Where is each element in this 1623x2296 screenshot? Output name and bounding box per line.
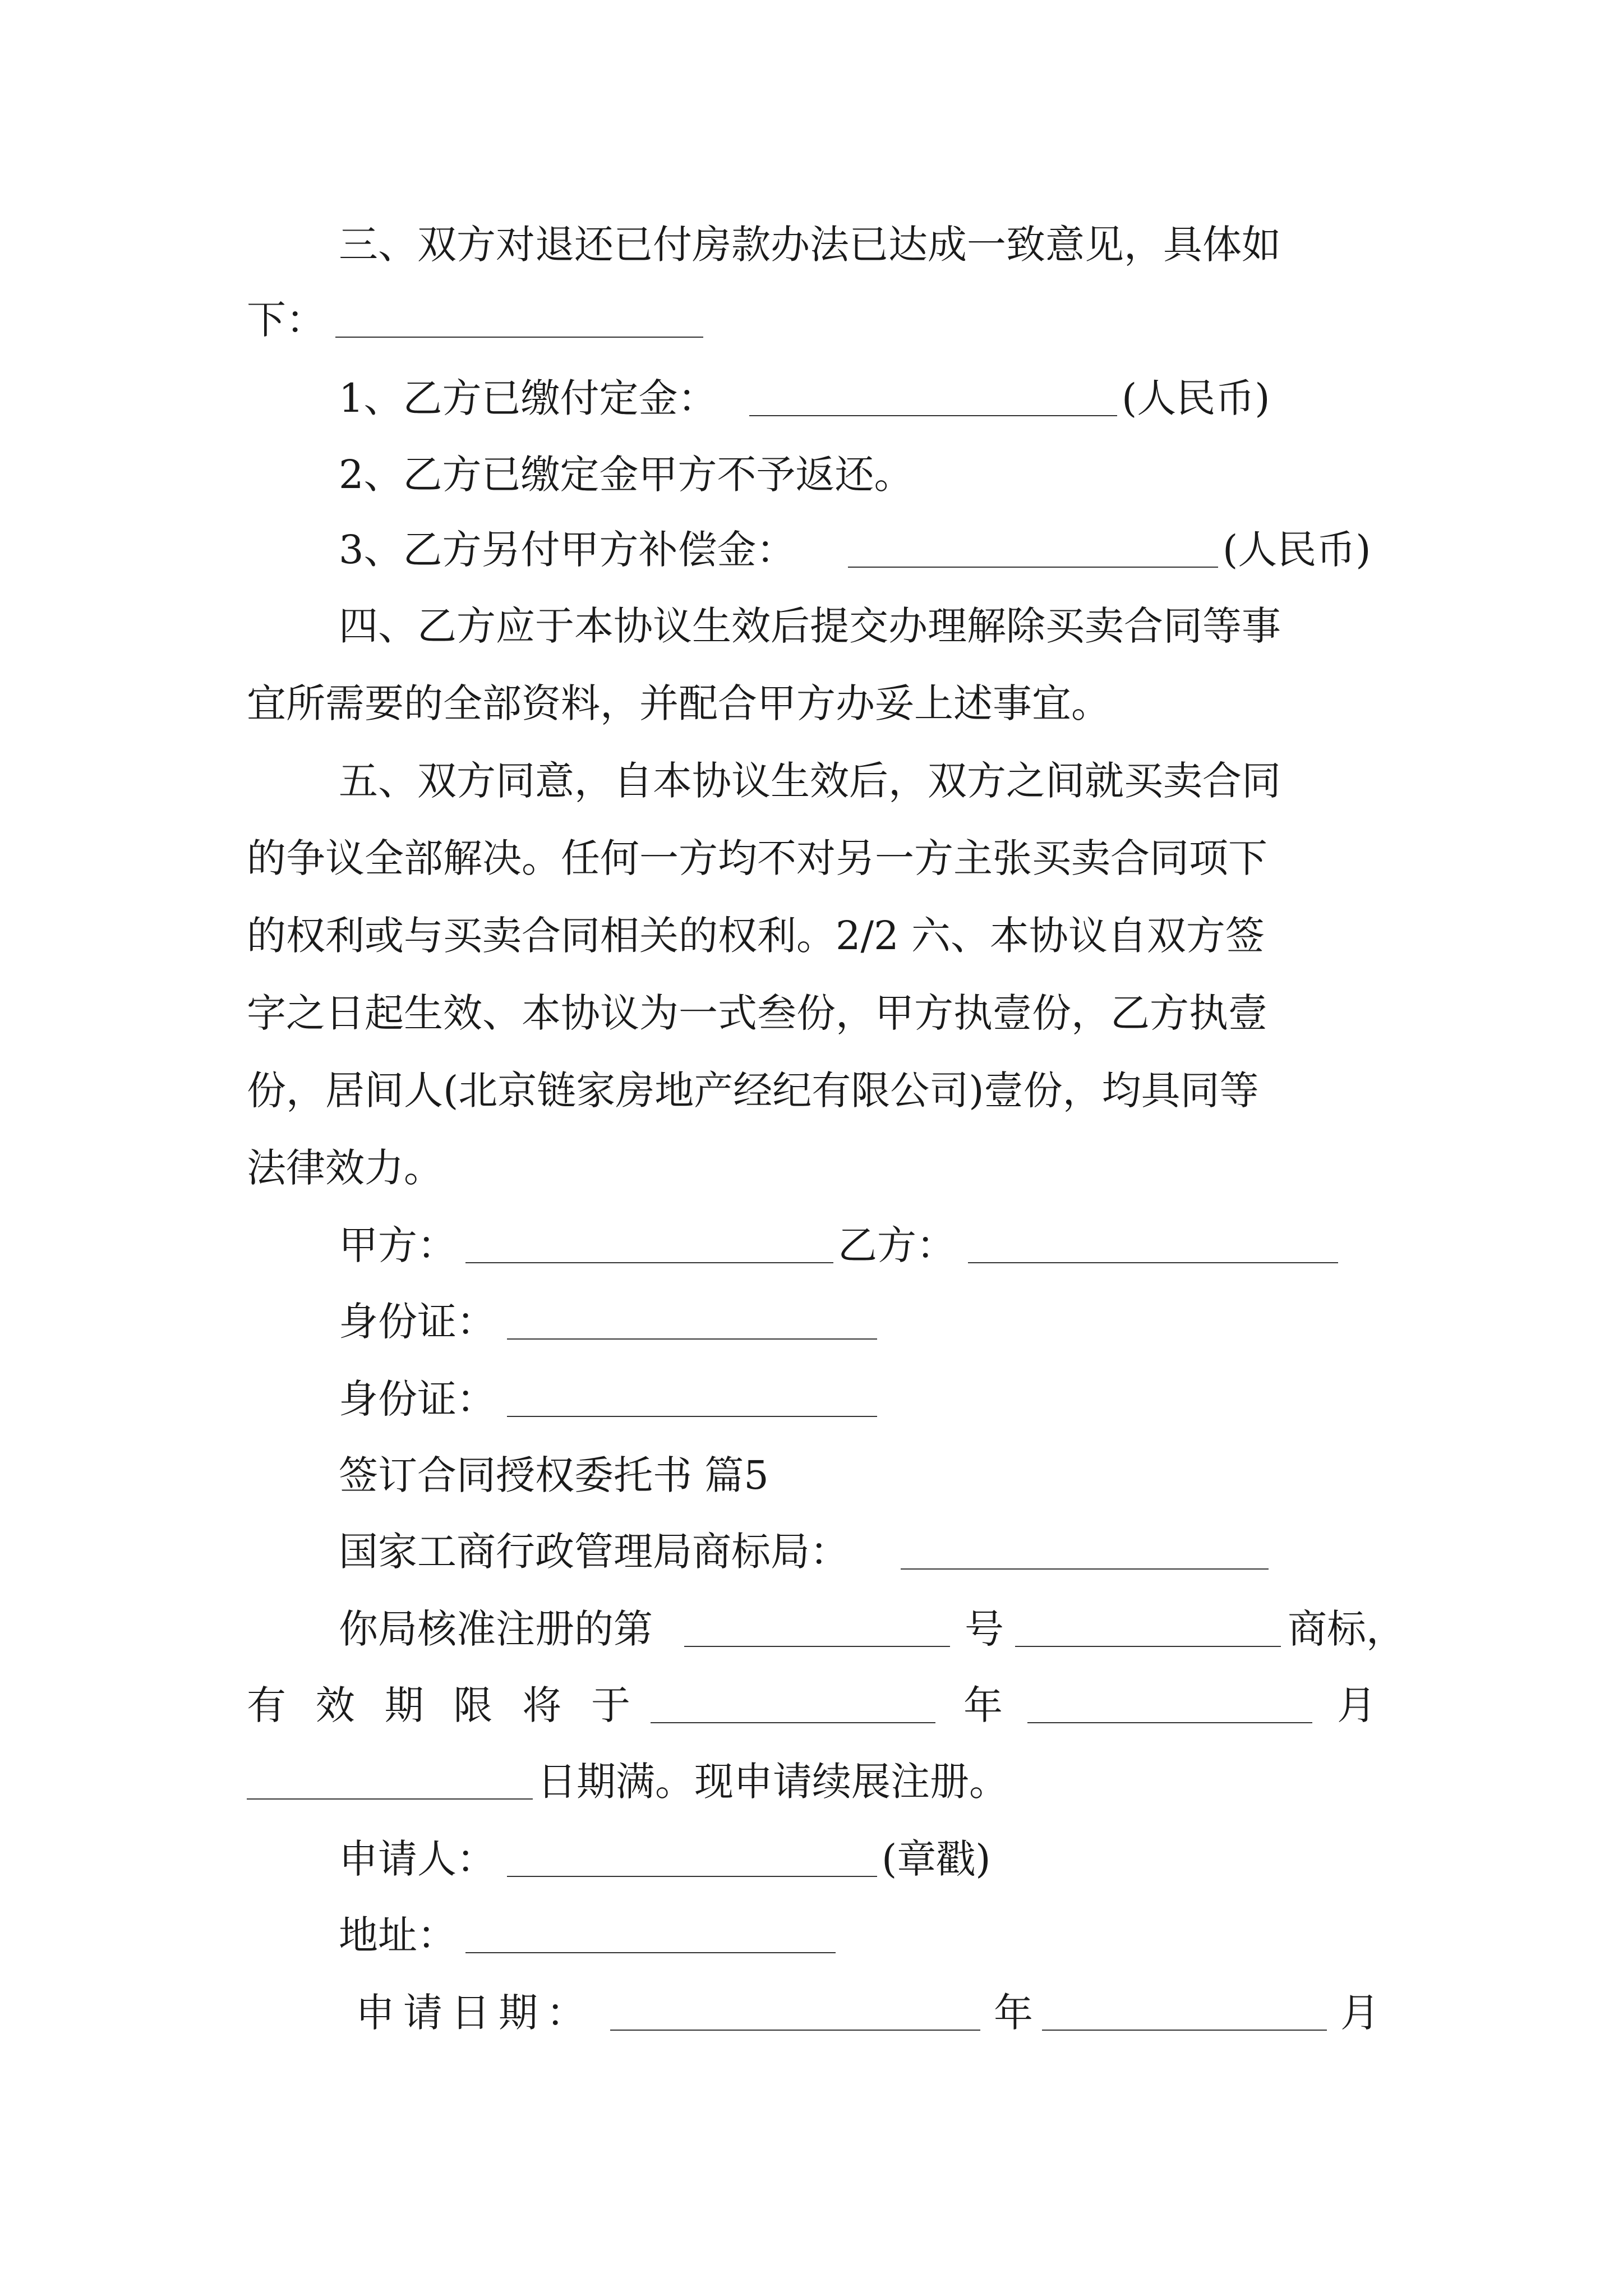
id-card-row-1 [0, 1282, 1623, 1361]
paragraph-5-text-6: 法律效力。 [247, 1145, 443, 1191]
renewal-day-text: 日期满。现申请续展注册。 [537, 1759, 1008, 1805]
item-1 [0, 359, 1623, 438]
party-a-blank[interactable] [465, 1206, 833, 1263]
applicant-row [0, 1820, 1623, 1898]
blank-line[interactable] [335, 280, 703, 338]
item-2 [0, 435, 1623, 514]
item-1-text: 1、乙方已缴付定金： [339, 375, 717, 421]
validity-char: 期 [384, 1682, 424, 1728]
address-label: 地址： [339, 1912, 457, 1958]
address-blank[interactable] [465, 1896, 836, 1953]
registration-number-blank[interactable] [684, 1590, 950, 1647]
renewal-line-1 [0, 1590, 1623, 1668]
paragraph-3-line-1 [0, 205, 1623, 284]
paragraph-5-text-4: 字之日起生效、本协议为一式叁份，甲方执壹份，乙方执壹 [247, 990, 1267, 1036]
expiry-month-label: 月 [1337, 1682, 1376, 1728]
applicant-seal: (章戳) [882, 1836, 991, 1882]
renewal-prefix: 你局核准注册的第 [339, 1606, 653, 1652]
renewal-line-3 [0, 1742, 1623, 1821]
paragraph-5-line-3 [0, 896, 1623, 975]
paragraph-4-line-2 [0, 664, 1623, 743]
validity-char: 效 [315, 1682, 355, 1728]
date-label-char: 请 [403, 1990, 442, 2036]
date-label-char: ： [546, 1990, 585, 2036]
date-label-char: 日 [451, 1990, 490, 2036]
paragraph-4-text-2: 宜所需要的全部资料，并配合甲方办妥上述事宜。 [247, 680, 1110, 726]
item-1-currency: (人民币) [1122, 375, 1270, 421]
party-b-blank[interactable] [968, 1206, 1338, 1263]
id-card-blank-2[interactable] [507, 1360, 877, 1417]
item-2-text: 2、乙方已缴定金甲方不予返还。 [339, 452, 914, 498]
renewal-line-2 [0, 1666, 1623, 1745]
paragraph-5-text-2: 的争议全部解决。任何一方均不对另一方主张买卖合同项下 [247, 835, 1267, 881]
validity-char: 将 [522, 1682, 562, 1728]
deposit-amount-blank[interactable] [749, 359, 1117, 416]
paragraph-3-text-2: 下： [247, 297, 325, 343]
paragraph-5-line-4 [0, 974, 1623, 1052]
paragraph-5-line-6 [0, 1129, 1623, 1207]
application-month-label: 月 [1340, 1990, 1380, 2036]
id-card-label-1: 身份证： [339, 1299, 496, 1345]
paragraph-3-text-1: 三、双方对退还已付房款办法已达成一致意见，具体如 [339, 222, 1281, 268]
party-a-label: 甲方： [339, 1222, 457, 1268]
paragraph-5-line-1 [0, 742, 1623, 820]
paragraph-5-line-5 [0, 1051, 1623, 1130]
id-card-label-2: 身份证： [339, 1376, 496, 1422]
date-label-char: 期 [499, 1990, 538, 2036]
application-month-blank[interactable] [1042, 1973, 1327, 2031]
compensation-amount-blank[interactable] [848, 510, 1218, 568]
id-card-row-2 [0, 1360, 1623, 1438]
paragraph-4-text-1: 四、乙方应于本协议生效后提交办理解除买卖合同等事 [339, 603, 1281, 649]
id-card-blank-1[interactable] [507, 1282, 877, 1340]
authority-blank[interactable] [901, 1512, 1269, 1570]
expiry-month-blank[interactable] [1027, 1666, 1312, 1723]
section-title-row [0, 1436, 1623, 1515]
paragraph-4-line-1 [0, 587, 1623, 665]
renewal-trademark: 商标， [1288, 1606, 1405, 1652]
application-year-blank[interactable] [610, 1973, 980, 2031]
expiry-year-blank[interactable] [651, 1666, 935, 1723]
expiry-day-blank[interactable] [247, 1742, 533, 1800]
application-year-label: 年 [994, 1990, 1033, 2036]
application-date-row [0, 1973, 1623, 2052]
paragraph-5-text-3: 的权利或与买卖合同相关的权利。2/2 六、本协议自双方签 [247, 913, 1265, 959]
paragraph-3-line-2 [0, 280, 1623, 359]
paragraph-5-line-2 [0, 819, 1623, 898]
authority-label: 国家工商行政管理局商标局： [339, 1529, 849, 1575]
section-title: 签订合同授权委托书 篇5 [339, 1452, 769, 1498]
validity-char: 有 [247, 1682, 286, 1728]
application-date-label [356, 1973, 585, 2052]
applicant-label: 申请人： [339, 1836, 496, 1882]
validity-char: 限 [453, 1682, 493, 1728]
authority-row [0, 1512, 1623, 1591]
signature-row [0, 1206, 1623, 1285]
paragraph-5-text-5: 份，居间人(北京链家房地产经纪有限公司)壹份，均具同等 [247, 1068, 1259, 1114]
trademark-name-blank[interactable] [1015, 1590, 1281, 1647]
item-3-currency: (人民币) [1223, 527, 1371, 573]
address-row [0, 1896, 1623, 1975]
item-3-text: 3、乙方另付甲方补偿金： [339, 527, 796, 573]
date-label-char: 申 [356, 1990, 395, 2036]
applicant-blank[interactable] [507, 1820, 877, 1877]
renewal-number-suffix: 号 [965, 1606, 1004, 1652]
validity-char: 于 [591, 1682, 630, 1728]
expiry-year-label: 年 [963, 1682, 1003, 1728]
party-b-label: 乙方： [838, 1222, 956, 1268]
paragraph-5-text-1: 五、双方同意，自本协议生效后，双方之间就买卖合同 [339, 758, 1281, 804]
item-3 [0, 510, 1623, 589]
validity-text [247, 1666, 630, 1745]
